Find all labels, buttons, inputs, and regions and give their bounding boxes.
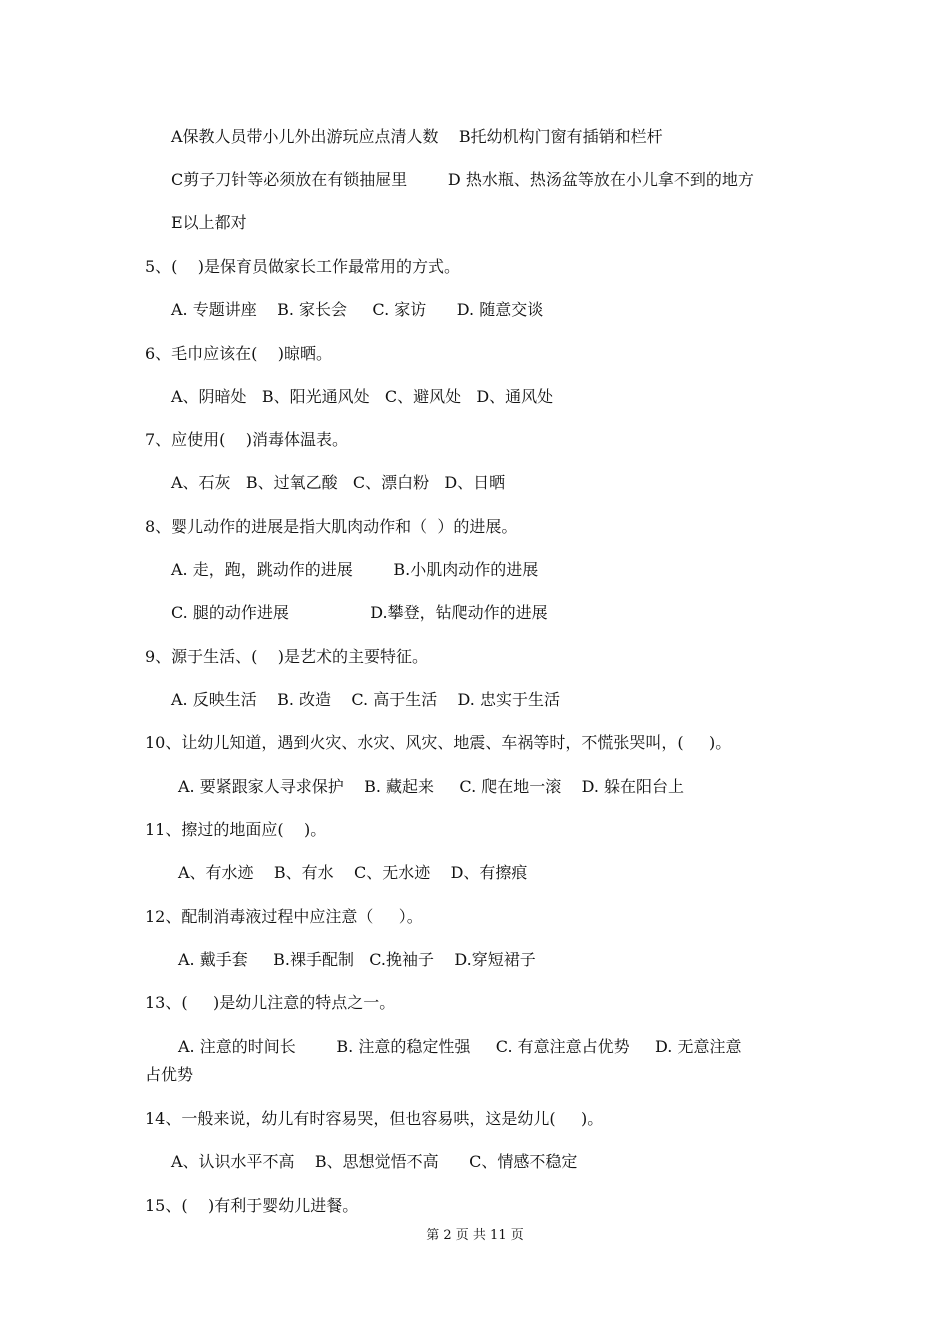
question-14: 14、一般来说，幼儿有时容易哭，但也容易哄，这是幼儿( )。 bbox=[145, 1109, 604, 1128]
question-11: 11、擦过的地面应( )。 bbox=[145, 820, 327, 839]
options-7: A、石灰 B、过氧乙酸 C、漂白粉 D、日晒 bbox=[171, 473, 506, 492]
option-line-4ab: A保教人员带小儿外出游玩应点清人数 B托幼机构门窗有插销和栏杆 bbox=[171, 127, 663, 146]
options-11: A、有水迹 B、有水 C、无水迹 D、有擦痕 bbox=[178, 863, 528, 882]
options-13: A. 注意的时间长 B. 注意的稳定性强 C. 有意注意占优势 D. 无意注意 bbox=[178, 1037, 742, 1056]
question-13: 13、( )是幼儿注意的特点之一。 bbox=[145, 993, 396, 1012]
options-14: A、认识水平不高 B、思想觉悟不高 C、情感不稳定 bbox=[171, 1152, 578, 1171]
options-8-cd: C. 腿的动作进展 D.攀登，钻爬动作的进展 bbox=[171, 603, 548, 622]
question-15: 15、( )有利于婴幼儿进餐。 bbox=[145, 1196, 359, 1215]
question-5: 5、( )是保育员做家长工作最常用的方式。 bbox=[145, 257, 461, 276]
options-9: A. 反映生活 B. 改造 C. 高于生活 D. 忠实于生活 bbox=[171, 690, 560, 709]
option-line-4cd: C剪子刀针等必须放在有锁抽屉里 D 热水瓶、热汤盆等放在小儿拿不到的地方 bbox=[171, 170, 754, 189]
question-7: 7、应使用( )消毒体温表。 bbox=[145, 430, 349, 449]
question-8: 8、婴儿动作的进展是指大肌肉动作和（ ）的进展。 bbox=[145, 517, 518, 536]
option-line-4e: E以上都对 bbox=[171, 213, 247, 232]
page-number: 第 2 页 共 11 页 bbox=[426, 1228, 524, 1243]
options-12: A. 戴手套 B.裸手配制 C.挽袖子 D.穿短裙子 bbox=[178, 950, 536, 969]
question-10: 10、让幼儿知道，遇到火灾、水灾、风灾、地震、车祸等时，不慌张哭叫，( )。 bbox=[145, 733, 732, 752]
options-10: A. 要紧跟家人寻求保护 B. 藏起来 C. 爬在地一滚 D. 躲在阳台上 bbox=[178, 777, 685, 796]
options-8-ab: A. 走，跑，跳动作的进展 B.小肌肉动作的进展 bbox=[171, 560, 539, 579]
options-5: A. 专题讲座 B. 家长会 C. 家访 D. 随意交谈 bbox=[171, 300, 544, 319]
options-6: A、阴暗处 B、阳光通风处 C、避风处 D、通风处 bbox=[171, 387, 554, 406]
question-6: 6、毛巾应该在( )晾晒。 bbox=[145, 344, 333, 363]
question-12: 12、配制消毒液过程中应注意（ ）。 bbox=[145, 907, 423, 926]
question-9: 9、源于生活、( )是艺术的主要特征。 bbox=[145, 647, 429, 666]
options-13-wrap: 占优势 bbox=[145, 1065, 194, 1084]
